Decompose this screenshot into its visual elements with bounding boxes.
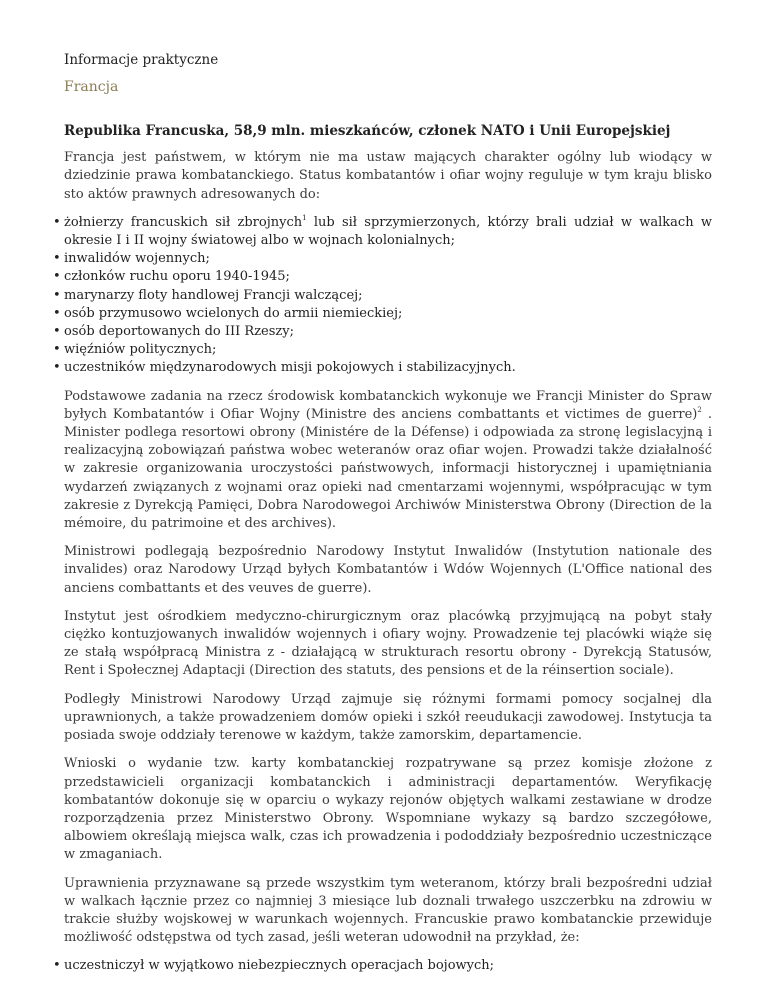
list-item: • osób przymusowo wcielonych do armii niemieckiej; — [64, 305, 712, 323]
exceptions-list — [64, 957, 712, 975]
beneficiaries-list — [64, 214, 712, 378]
institutions-paragraph: Ministrowi podlegają bezpośrednio Narodowy Instytut Inwalidów (Instytution nationale des invalides) oraz Narodowy Urząd byłych Kombatantów i Wdów Wojennych (L'Office national des anciens combattants et des veuves de guerre). — [64, 544, 712, 596]
list-item: • marynarzy floty handlowej Francji walczącej; — [64, 287, 712, 305]
intro-paragraph: Francja jest państwem, w którym nie ma ustaw mających charakter ogólny lub wiodący w dziedzinie prawa kombatanckiego. Status kombatantów i ofiar wojny reguluje w tym kraju blisko sto aktów prawnych adresowanych do: — [64, 150, 712, 202]
institute-paragraph: Instytut jest ośrodkiem medyczno-chirurgicznym oraz placówką przyjmującą na pobyt stały ciężko kontuzjowanych inwalidów wojennych i ofiary wojny. Prowadzenie tej placówki wiąże się ze stałą współpracą Ministra z - działającą w strukturach resortu obrony - Dyrekcją Statusów, Rent i Społecznej Adaptacji (Direction des statuts, des pensions et de la réinsertion sociale). — [64, 608, 712, 679]
article-heading: Republika Francuska, 58,9 mln. mieszkańców, członek NATO i Unii Europejskiej — [64, 123, 671, 139]
office-paragraph: Podległy Ministrowi Narodowy Urząd zajmuje się różnymi formami pomocy socjalnej dla uprawnionych, a także prowadzeniem domów opieki i szkół reeudukacji zawodowej. Instytucja ta posiada swoje oddziały terenowe w każdym, także zamorskim, departamencie. — [64, 691, 712, 744]
card-applications-paragraph: Wnioski o wydanie tzw. karty kombatanckiej rozpatrywane są przez komisje złożone z przedstawicieli organizacji kombatanckich i administracji departamentów. Weryfikację kombatantów dokonuje się w oparciu o wykazy rejonów objętych walkami zestawiane w drodze rozporządzenia przez Ministerstwo Obrony. Wspomniane wykazy są bardzo szczegółowe, albowiem określają miejsca walk, czas ich prowadzenia i pododdziały bezpośrednio uczestniczące w zmaganiach. — [64, 756, 712, 863]
list-item: • uczestników międzynarodowych misji pokojowych i stabilizacyjnych. — [64, 359, 712, 377]
list-item: • inwalidów wojennych; — [64, 250, 712, 268]
minister-paragraph: Podstawowe zadania na rzecz środowisk kombatanckich wykonuje we Francji Minister do Spraw byłych Kombatantów i Ofiar Wojny (Ministre des anciens combattants et victimes de guerre)$^2$ . Minister podlega resortowi obrony (Ministére de la Défense) i odpowiada za stronę legislacyjną i realizacyjną zobowiązań państwa wobec weteranów oraz ofiar wojen. Prowadzi także działalność w zakresie organizowania uroczystości państwowych, informacji historycznej i upamiętniania wydarzeń związanych z wojnami oraz opieki nad cmentarzami wojennymi, współpracując w tym zakresie z Dyrekcją Pamięci, Dobra Narodowegoi Archiwów Ministerstwa Obrony (Direction de la mémoire, du patrimoine et des archives). — [64, 388, 712, 532]
list-item: • uczestniczył w wyjątkowo niebezpiecznych operacjach bojowych; — [64, 957, 712, 975]
entitlements-paragraph: Uprawnienia przyznawane są przede wszystkim tym weteranom, którzy brali bezpośredni udział w walkach łącznie przez co najmniej 3 miesiące lub doznali trwałego uszczerbku na zdrowiu w trakcie służby wojskowej w warunkach wojennych. Francuskie prawo kombatanckie przewiduje możliwość odstępstwa od tych zasad, jeśli weteran udowodnił na przykład, że: — [64, 875, 712, 946]
section-title[interactable]: Francja — [64, 79, 119, 95]
footnote-ref-1[interactable]: 1 — [302, 213, 307, 222]
list-item: • członków ruchu oporu 1940-1945; — [64, 268, 712, 286]
list-item: • więźniów politycznych; — [64, 341, 712, 359]
article-content — [64, 122, 712, 986]
footnote-ref-2[interactable]: 2 — [697, 405, 702, 414]
list-item: • żołnierzy francuskich sił zbrojnych$^1$ lub sił sprzymierzonych, którzy brali udział w walkach w okresie I i II wojny światowej albo w wojnach kolonialnych; — [64, 214, 712, 250]
list-item: • osób deportowanych do III Rzeszy; — [64, 323, 712, 341]
breadcrumb[interactable]: Informacje praktyczne — [64, 52, 219, 68]
